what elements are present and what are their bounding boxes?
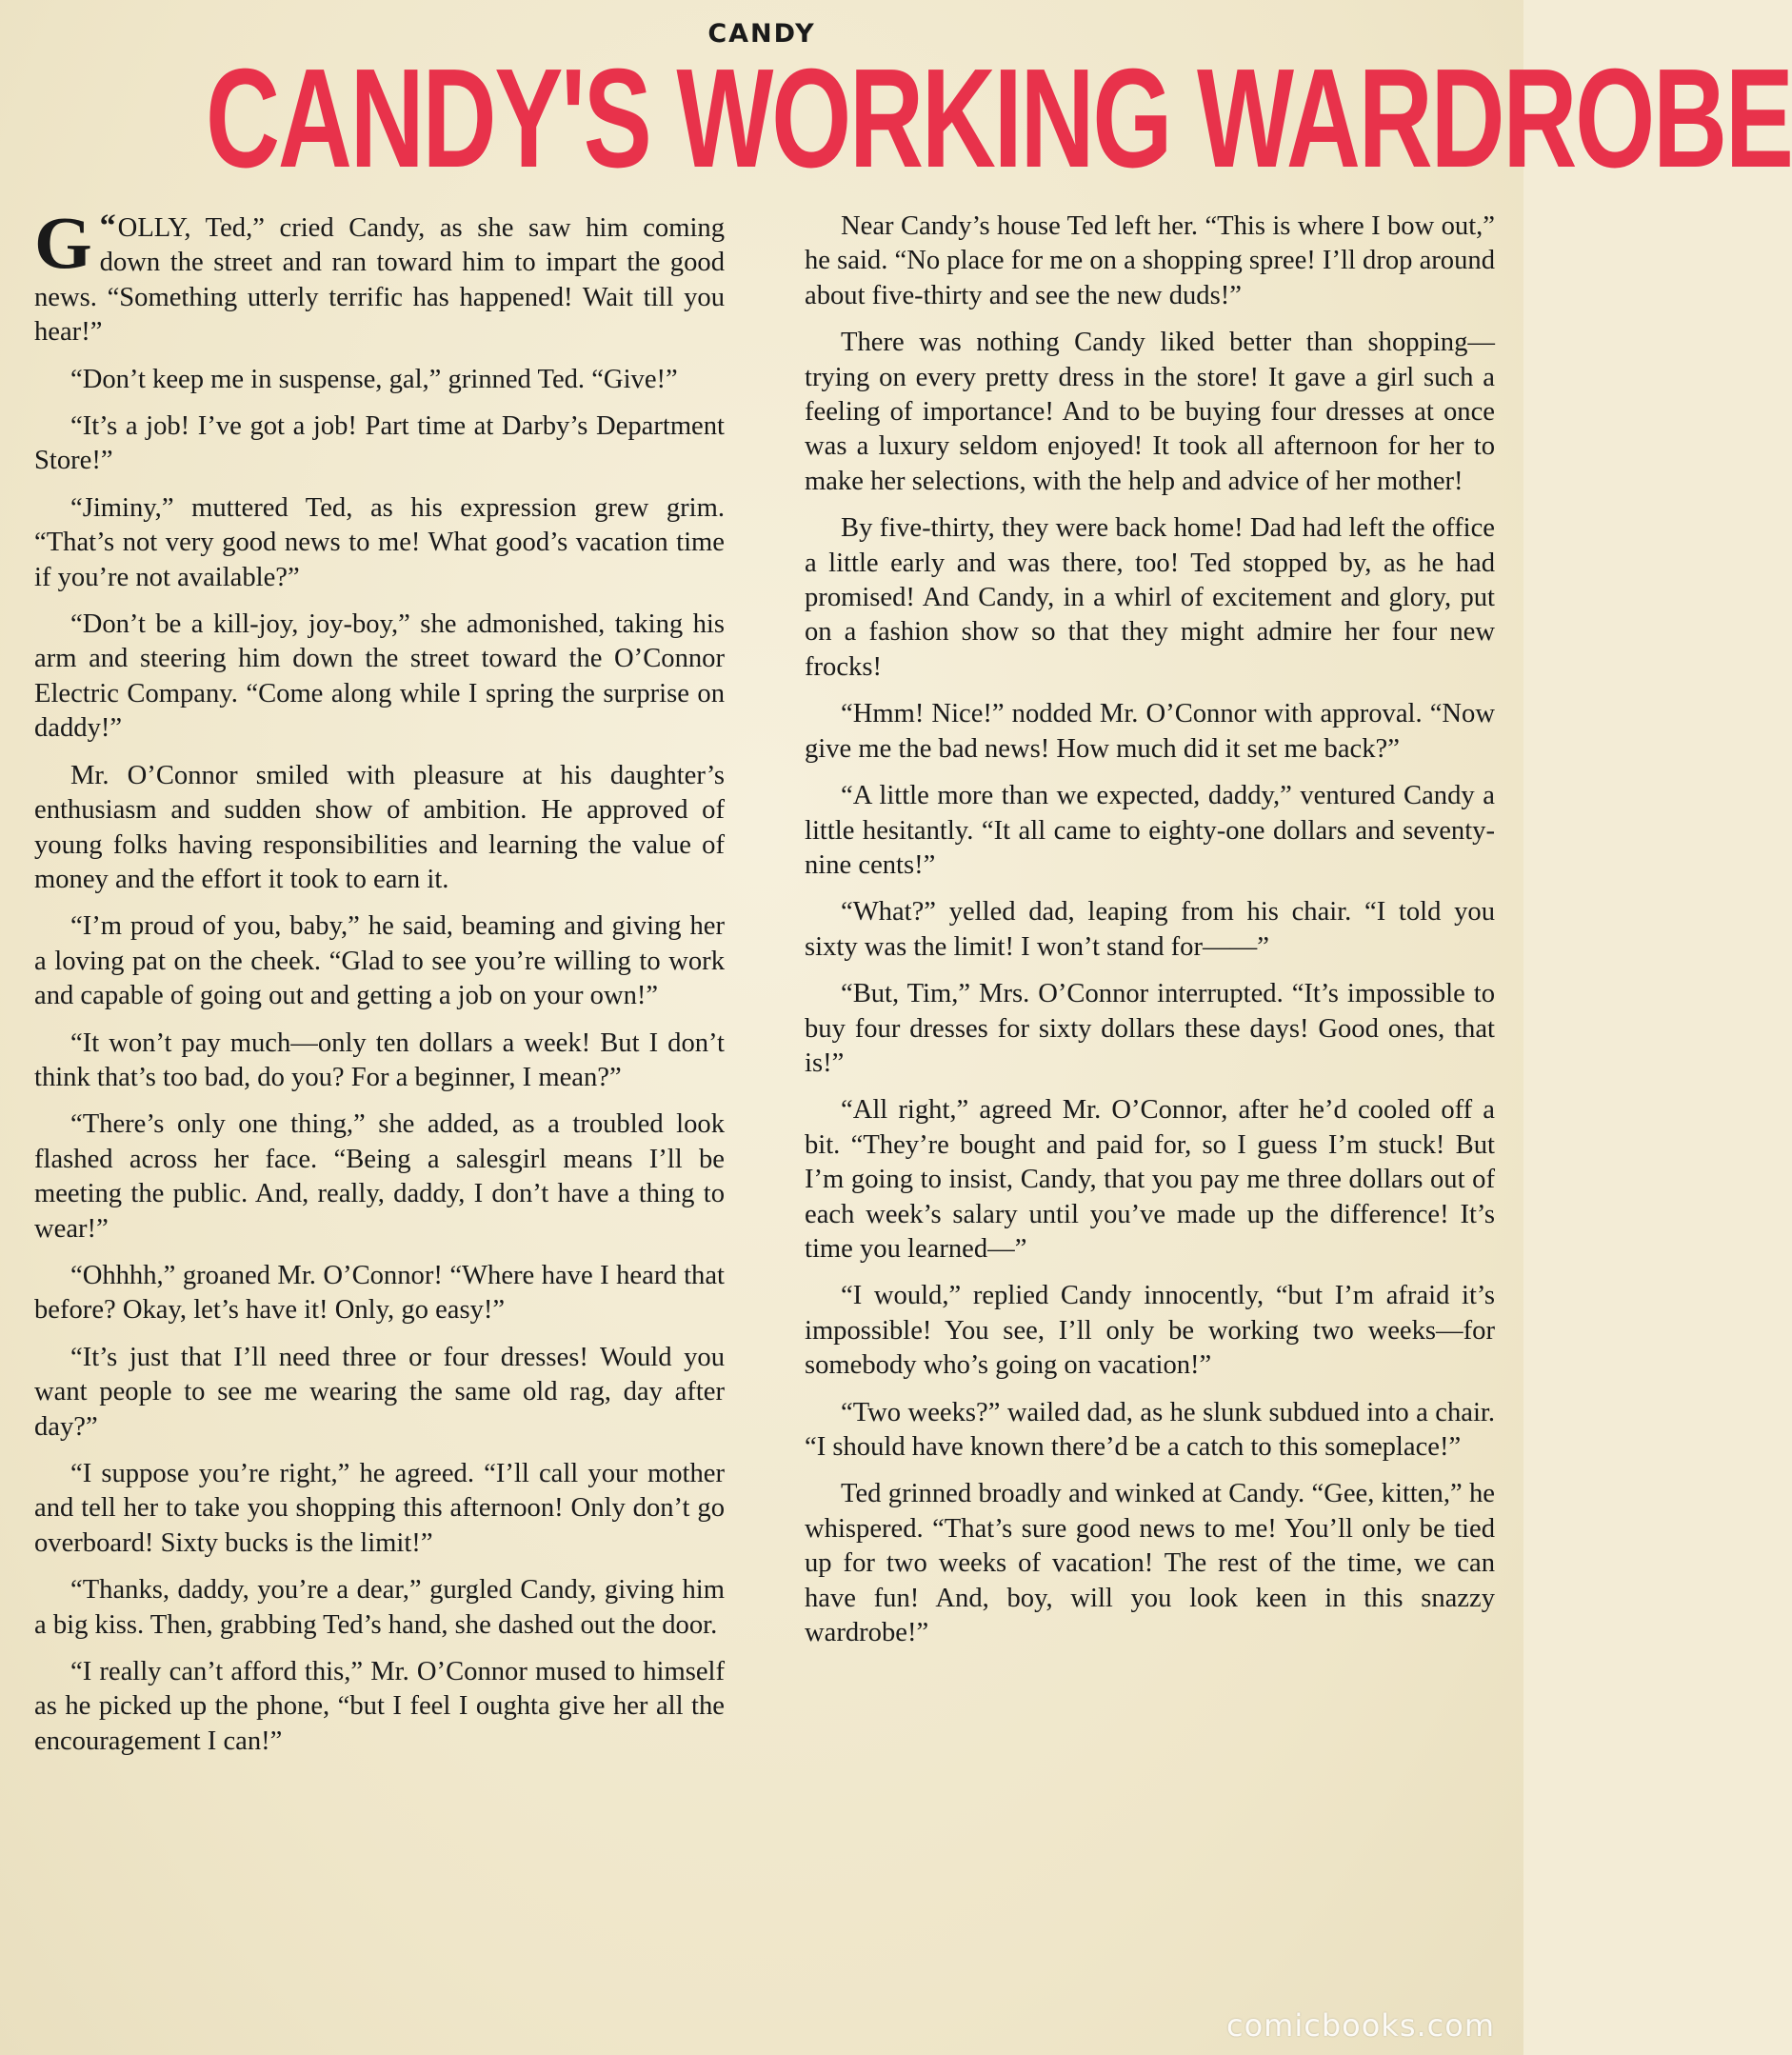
story-paragraph: “There’s only one thing,” she added, as a troubled look flashed across her face. “Being a salesgirl means I’ll be meeting the public. And, really, daddy, I don’t have a thing to wear!” [34, 1109, 725, 1244]
story-paragraph: “Don’t keep me in suspense, gal,” grinned Ted. “Give!” [70, 364, 678, 394]
story-paragraph: There was nothing Candy liked better than shopping—trying on every pretty dress in the store! It gave a girl such a feeling of importance! And to be buying four dresses at once was a luxury seldom enjoyed! It took all afternoon for her to make her selections, with the help and advice of her mother! [805, 328, 1495, 496]
story-paragraph: “I really can’t afford this,” Mr. O’Connor mused to himself as he picked up the phone, “but I feel I oughta give her all the encouragement I can!” [34, 1657, 725, 1756]
story-paragraph: Near Candy’s house Ted left her. “This is where I bow out,” he said. “No place for me on a shopping spree! I’ll drop around about five-thirty and see the new duds!” [805, 211, 1495, 310]
story-paragraph: “Jiminy,” muttered Ted, as his expression grew grim. “That’s not very good news to me! What good’s vacation time if you’re not available?” [34, 492, 725, 592]
story-paragraph: By five-thirty, they were back home! Dad had left the office a little early and was there, too! Ted stopped by, as he had promised! And Candy, in a whirl of excitement and glory, put on a fashion show so that they might admire her four new frocks! [805, 513, 1495, 682]
drop-cap: G [34, 201, 92, 284]
lead-text: OLLY, Ted,” cried Candy, as she saw him coming down the street and ran toward him to impart the good news. “Something utterly terrific has happened! Wait till you hear!” [34, 213, 725, 348]
story-paragraph: “It’s just that I’ll need three or four dresses! Would you want people to see me wearing the same old rag, day after day?” [34, 1342, 725, 1442]
story-paragraph: “I suppose you’re right,” he agreed. “I’ll call your mother and tell her to take you shopping this afternoon! Only don’t go overboard! Sixty bucks is the limit!” [34, 1459, 725, 1558]
story-paragraph: “What?” yelled dad, leaping from his chair. “I told you sixty was the limit! I won’t stand for——” [805, 897, 1495, 962]
story-paragraph: “Ohhhh,” groaned Mr. O’Connor! “Where have I heard that before? Okay, let’s have it! Only, go easy!” [34, 1260, 725, 1326]
story-paragraph: Ted grinned broadly and winked at Candy. “Gee, kitten,” he whispered. “That’s sure good news to me! You’ll only be tied up for two weeks of vacation! The rest of the time, we can have fun! And, boy, will you look keen in this snazzy wardrobe!” [805, 1479, 1495, 1648]
site-watermark: comicbooks.com [1225, 2007, 1495, 2044]
story-paragraph: “I’m proud of you, baby,” he said, beaming and giving her a loving pat on the cheek. “Glad to see you’re willing to work and capable of going out and getting a job on your own!” [34, 911, 725, 1011]
story-columns [34, 201, 1495, 2000]
story-paragraph: “Don’t be a kill-joy, joy-boy,” she admonished, taking his arm and steering him down the street toward the O’Connor Electric Company. “Come along while I spring the surprise on daddy!” [34, 609, 725, 744]
right-column [805, 209, 1495, 2000]
story-paragraph: “But, Tim,” Mrs. O’Connor interrupted. “It’s impossible to buy four dresses for sixty dollars these days! Good ones, that is!” [805, 979, 1495, 1078]
story-paragraph: “All right,” agreed Mr. O’Connor, after he’d cooled off a bit. “They’re bought and paid for, so I guess I’m stuck! But I’m going to insist, Candy, that you pay me three dollars out of each week’s salary until you’ve made up the difference! It’s time you learned—” [805, 1095, 1495, 1264]
story-paragraph: “Thanks, daddy, you’re a dear,” gurgled Candy, giving him a big kiss. Then, grabbing Ted’s hand, she dashed out the door. [34, 1575, 725, 1640]
story-paragraph: Mr. O’Connor smiled with pleasure at his daughter’s enthusiasm and sudden show of ambition. He approved of young folks having responsibilities and learning the value of money and the effort it took to earn it. [34, 760, 725, 894]
story-paragraph: “It won’t pay much—only ten dollars a week! But I don’t think that’s too bad, do you? For a beginner, I mean?” [34, 1028, 725, 1092]
story-title: CANDY'S WORKING WARDROBE [206, 40, 1792, 197]
story-paragraph: “Two weeks?” wailed dad, as he slunk subdued into a chair. “I should have known there’d be a catch to this someplace!” [805, 1397, 1495, 1462]
lead-open-quote: “ [99, 209, 116, 244]
lead-paragraph [34, 201, 725, 350]
story-paragraph: “Hmm! Nice!” nodded Mr. O’Connor with approval. “Now give me the bad news! How much did it set me back?” [805, 699, 1495, 764]
story-paragraph: “A little more than we expected, daddy,” ventured Candy a little hesitantly. “It all came to eighty-one dollars and seventy-nine cents!” [805, 781, 1495, 880]
story-paragraph: “I would,” replied Candy innocently, “but I’m afraid it’s impossible! You see, I’ll only be working two weeks—for somebody who’s going on vacation!” [805, 1281, 1495, 1381]
story-paragraph: “It’s a job! I’ve got a job! Part time at Darby’s Department Store!” [34, 411, 725, 476]
series-kicker: CANDY [707, 19, 816, 49]
left-column [34, 201, 725, 2000]
